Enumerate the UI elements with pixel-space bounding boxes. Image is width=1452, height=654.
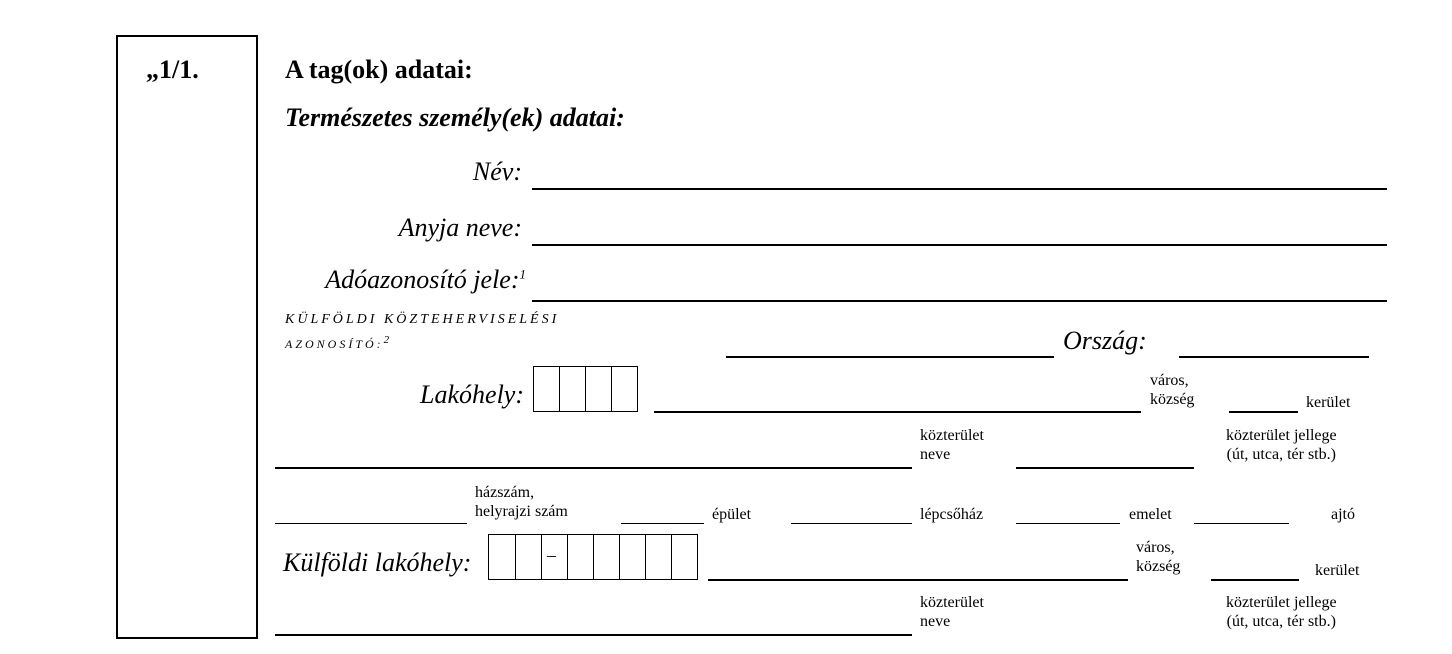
foreign-postcode-separator-box [542,535,568,579]
foreign-id-label-line1: KÜLFÖLDI KÖZTEHERVISELÉSI [285,312,560,327]
postcode-digit-box[interactable] [612,367,637,411]
foreign-street-name-caption-line1: közterület [920,594,984,611]
foreign-district-caption: kerület [1315,562,1360,579]
house-number-caption [475,483,568,521]
staircase-field[interactable] [791,523,912,524]
residence-city-field[interactable] [654,411,1141,413]
foreign-street-name-caption-line2: neve [920,613,951,630]
residence-street-type-field[interactable] [1016,467,1194,469]
country-label: Ország: [1063,326,1147,355]
foreign-district-field[interactable] [1211,579,1299,581]
foreign-street-name-caption [920,593,984,631]
name-label: Név: [472,157,522,186]
foreign-postcode-box[interactable] [489,535,516,579]
residence-street-name-caption [920,426,984,464]
city-caption-line1: város, [1150,372,1189,389]
country-field[interactable] [1179,356,1369,358]
name-field[interactable] [532,188,1387,190]
house-caption-line2: helyrajzi szám [475,503,568,520]
page-subheading: Természetes személy(ek) adatai: [285,103,625,132]
residence-city-caption [1150,371,1194,409]
residence-district-field[interactable] [1229,411,1298,413]
staircase-caption: lépcsőház [920,506,984,523]
foreign-street-type-caption-line2: (út, utca, tér stb.) [1226,613,1336,630]
building-field[interactable] [621,523,704,524]
door-caption: ajtó [1331,506,1355,523]
foreign-postcode-box[interactable] [620,535,646,579]
postcode-digit-box[interactable] [534,367,560,411]
house-number-field[interactable] [275,523,467,524]
building-caption: épület [712,506,752,523]
foreign-city-field[interactable] [708,579,1128,581]
section-number: „1/1. [146,55,199,84]
street-type-caption-line1: közterület jellege [1226,427,1337,444]
foreign-postcode-separator: – [547,545,556,565]
foreign-city-caption-line2: község [1136,558,1181,575]
foreign-postcode-box[interactable] [672,535,696,579]
foreign-postcode-boxes[interactable] [488,534,698,580]
foreign-postcode-box[interactable] [594,535,620,579]
page-heading: A tag(ok) adatai: [285,55,473,84]
floor-field[interactable] [1016,523,1120,524]
foreign-city-caption [1136,538,1180,576]
tax-id-footnote: 1 [519,266,526,282]
tax-id-label-text: Adóazonosító jele: [325,265,520,294]
floor-caption: emelet [1129,506,1172,523]
street-name-caption-line2: neve [920,446,951,463]
foreign-residence-label: Külföldi lakóhely: [283,548,472,577]
foreign-id-label-text: AZONOSÍTÓ: [285,337,384,351]
foreign-postcode-box[interactable] [516,535,542,579]
foreign-postcode-box[interactable] [646,535,672,579]
residence-district-caption: kerület [1306,394,1351,411]
city-caption-line2: község [1150,391,1195,408]
foreign-postcode-box[interactable] [568,535,594,579]
residence-street-type-caption [1226,426,1337,464]
house-caption-line1: házszám, [475,484,535,501]
foreign-street-type-caption-line1: közterület jellege [1226,594,1337,611]
postcode-digit-box[interactable] [586,367,612,411]
foreign-id-field[interactable] [726,356,1054,358]
door-field[interactable] [1194,523,1289,524]
foreign-street-type-caption [1226,593,1337,631]
mother-name-label: Anyja neve: [398,213,522,242]
residence-label: Lakóhely: [420,380,524,409]
foreign-id-label-line2 [285,334,392,352]
tax-id-field[interactable] [532,300,1387,302]
mother-name-field[interactable] [532,244,1387,246]
tax-id-label [325,265,526,295]
foreign-city-caption-line1: város, [1136,539,1175,556]
street-name-caption-line1: közterület [920,427,984,444]
street-type-caption-line2: (út, utca, tér stb.) [1226,446,1336,463]
foreign-street-name-field[interactable] [275,634,912,636]
residence-street-name-field[interactable] [275,467,912,469]
section-number-box [116,35,258,639]
residence-postcode-boxes[interactable] [533,366,638,412]
foreign-id-footnote: 2 [383,334,393,346]
postcode-digit-box[interactable] [560,367,586,411]
